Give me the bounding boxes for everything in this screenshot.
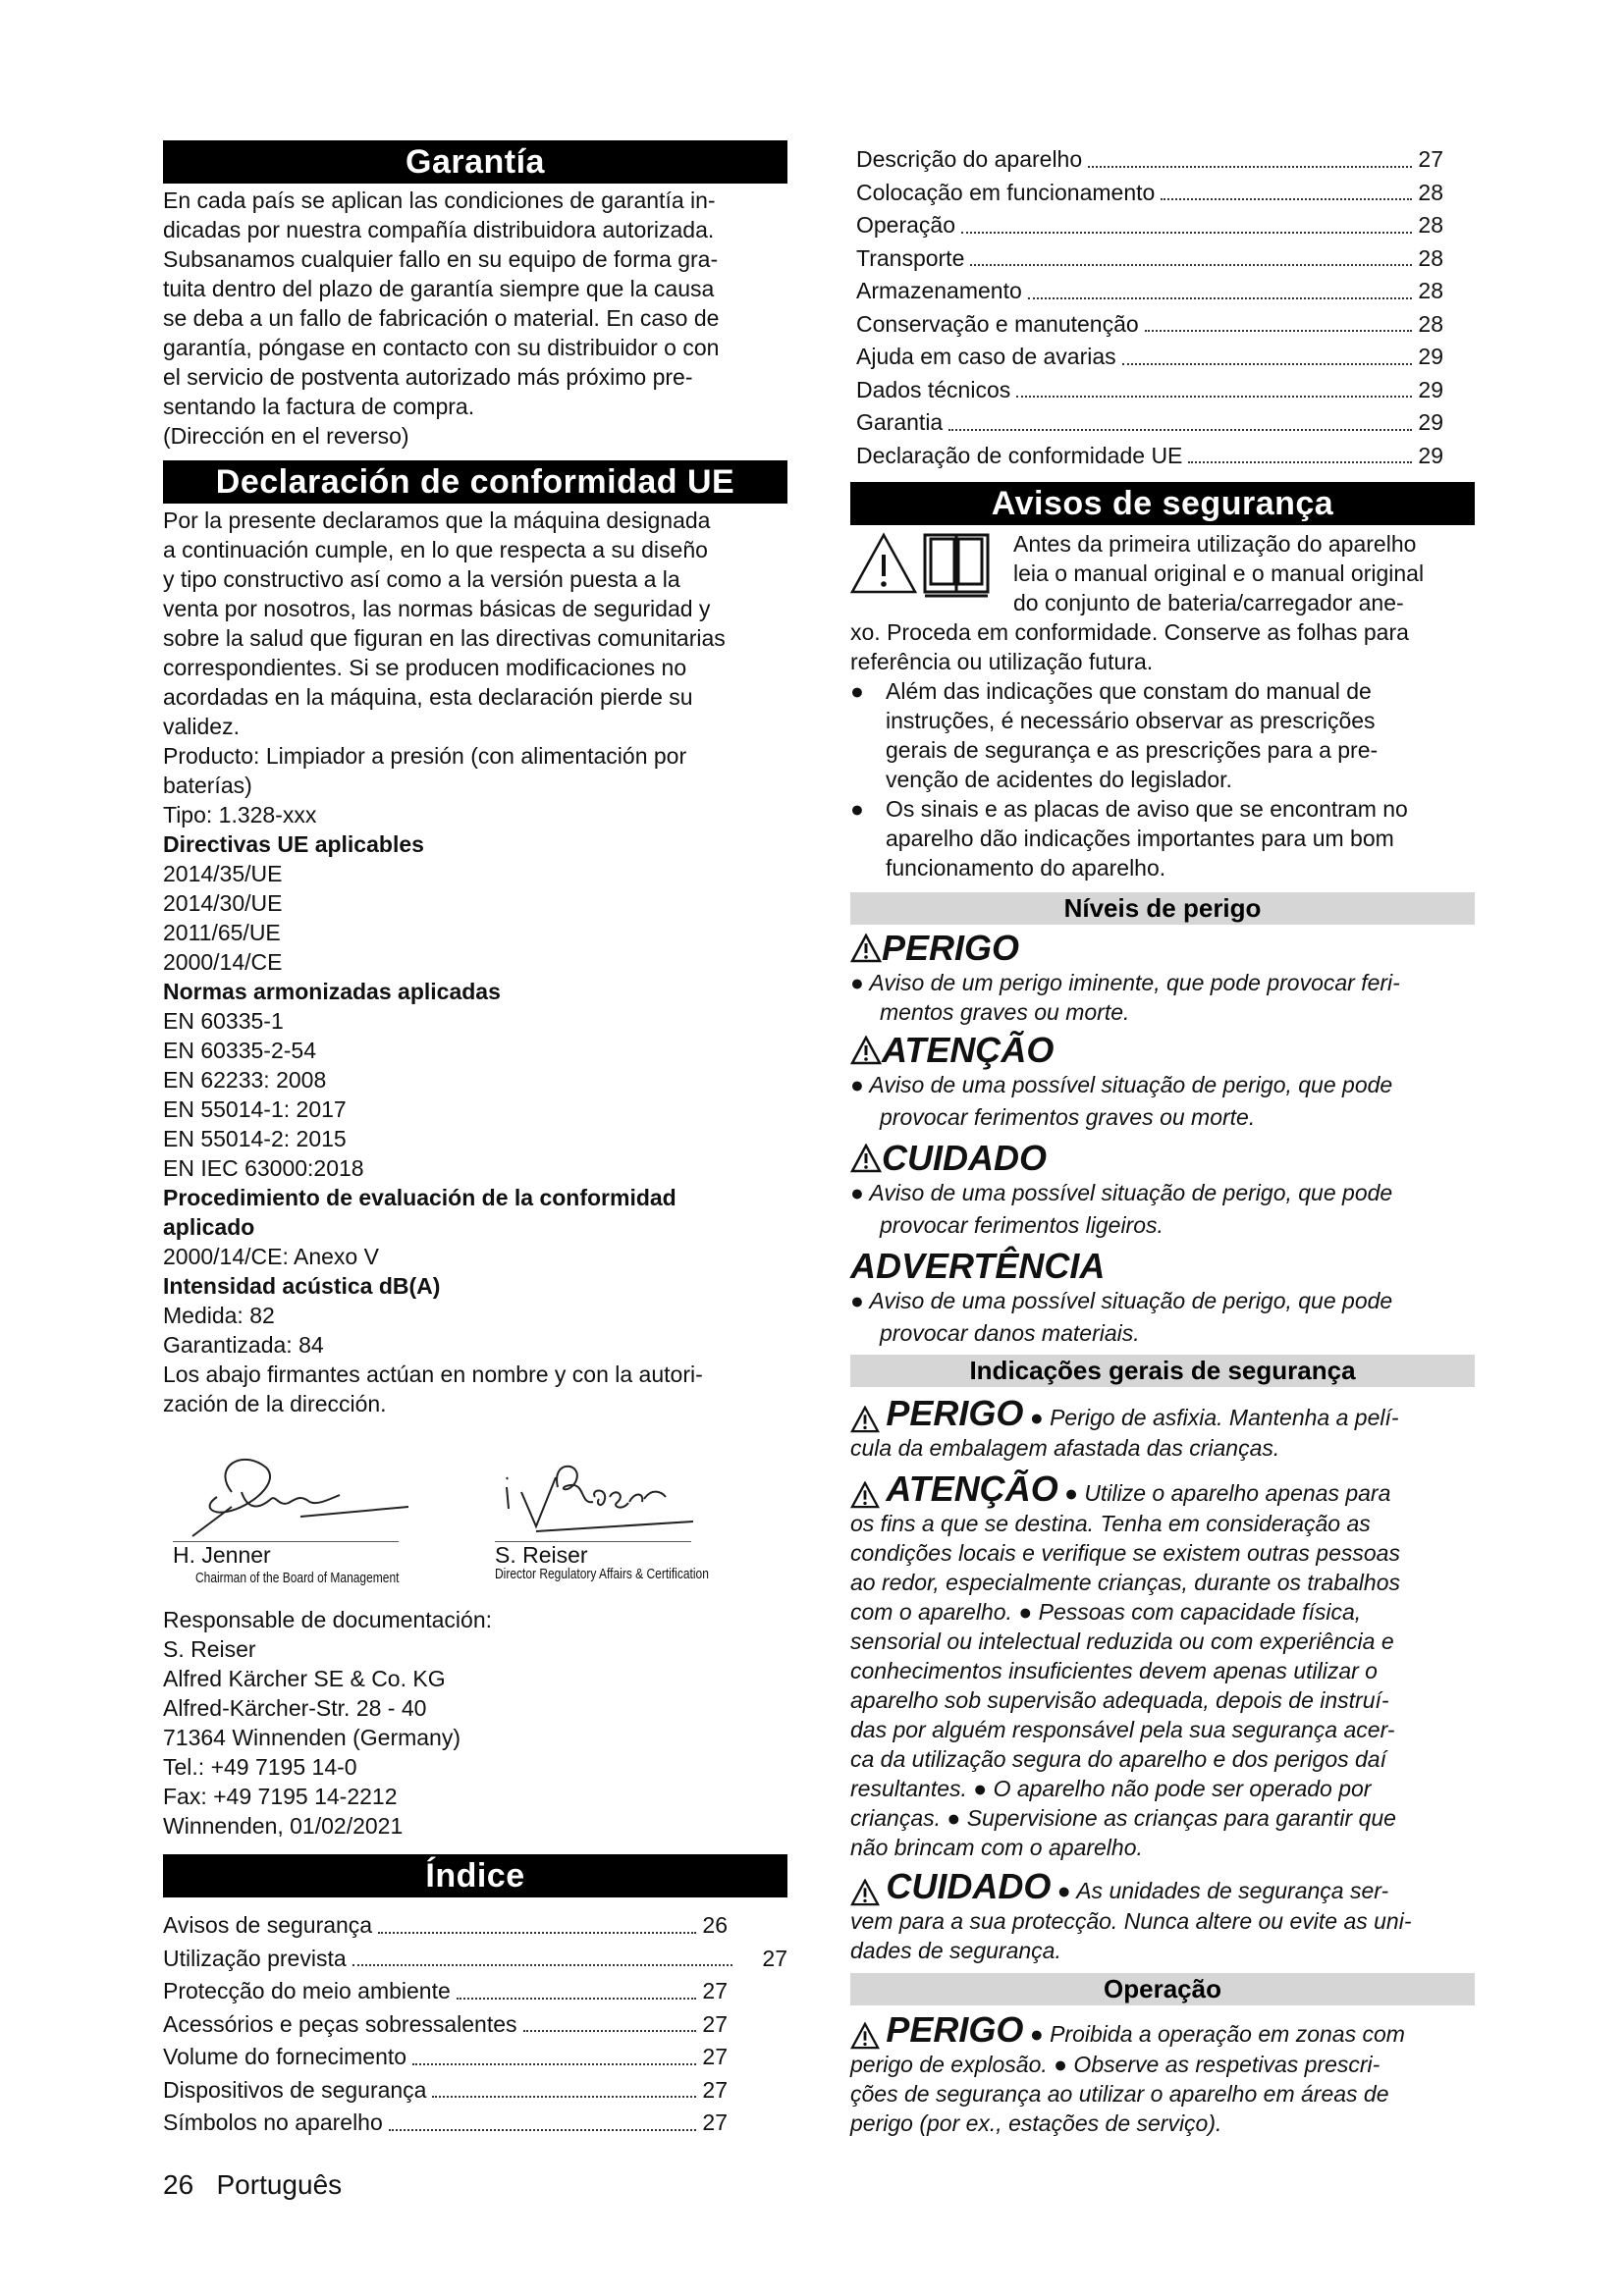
toc-label: Dispositivos de segurança xyxy=(163,2076,427,2103)
warning-triangle-book-icon xyxy=(850,531,1000,602)
signatory-role: Director Regulatory Affairs & Certification xyxy=(495,1566,709,1582)
danger-levels xyxy=(850,929,1475,1351)
toc-page: 27 xyxy=(702,2076,728,2103)
text-line: xo. Proceda em conformidade. Conserve as folhas para xyxy=(850,619,1409,645)
toc-entry[interactable] xyxy=(163,2074,728,2108)
signal-word: ATENÇÃO xyxy=(886,1468,1058,1509)
text-line: venção de acidentes do legislador. xyxy=(886,767,1232,792)
level-desc: ● Aviso de uma possível situação de perigo, que pode xyxy=(850,1072,1393,1097)
garantia-text xyxy=(163,186,787,451)
text-line: perigo de explosão. ● Observe as respetivas prescri- xyxy=(850,2051,1380,2077)
toc-page: 27 xyxy=(702,2109,728,2135)
text-line: garantía, póngase en contacto con su distribuidor o con xyxy=(163,335,720,360)
toc-entry[interactable] xyxy=(856,341,1443,374)
level-desc: provocar danos materiais. xyxy=(880,1320,1140,1346)
toc-list-continued xyxy=(856,143,1443,472)
toc-label: Colocação em funcionamento xyxy=(856,179,1156,205)
gerais-perigo xyxy=(850,1393,1475,1463)
toc-page: 27 xyxy=(762,1945,787,1971)
toc-label: Utilização prevista xyxy=(163,1945,347,1971)
text-line: resultantes. ● O aparelho não pode ser operado por xyxy=(850,1775,1372,1801)
toc-entry[interactable] xyxy=(163,1975,728,2008)
text-line: Winnenden, 01/02/2021 xyxy=(163,1813,404,1839)
text-line: ● Proibida a operação em zonas com xyxy=(1029,2020,1405,2047)
toc-label: Volume do fornecimento xyxy=(163,2044,407,2069)
directiva-item: 2000/14/CE xyxy=(163,949,283,975)
warning-icon xyxy=(850,1406,880,1433)
toc-page: 29 xyxy=(1418,442,1443,468)
signature-block xyxy=(163,1418,787,1585)
text-line: 71364 Winnenden (Germany) xyxy=(163,1725,460,1750)
toc-page: 28 xyxy=(1418,179,1443,205)
text-line: a continuación cumple, en lo que respecta a su diseño xyxy=(163,537,708,562)
text-line: perigo (por ex., estações de serviço). xyxy=(850,2109,1222,2136)
gerais-heading: Indicações gerais de segurança xyxy=(850,1355,1475,1387)
text-line: referência ou utilização futura. xyxy=(850,649,1154,674)
toc-entry[interactable] xyxy=(163,1943,787,1976)
norma-item: EN IEC 63000:2018 xyxy=(163,1155,364,1181)
toc-label: Armazenamento xyxy=(856,278,1022,303)
text-line: sobre la salud que figuran en las directivas comunitarias xyxy=(163,625,726,651)
toc-entry[interactable] xyxy=(163,2041,728,2074)
text-line: conhecimentos insuficientes devem apenas utilizar o xyxy=(850,1657,1378,1683)
text-line: dades de segurança. xyxy=(850,1937,1061,1963)
warning-icon xyxy=(850,1144,882,1173)
text-line: Antes da primeira utilização do aparelho xyxy=(1013,531,1417,557)
page-number: 26 xyxy=(163,2169,194,2200)
niveis-heading: Níveis de perigo xyxy=(850,892,1475,925)
text-line: leia o manual original e o manual original xyxy=(1013,561,1425,586)
text-line: ● Utilize o aparelho apenas para xyxy=(1064,1479,1391,1506)
toc-page: 26 xyxy=(702,1912,728,1938)
text-line: ● As unidades de segurança ser- xyxy=(1056,1877,1389,1903)
text-line: Além das indicações que constam do manual de xyxy=(886,678,1372,704)
toc-entry[interactable] xyxy=(856,209,1443,242)
text-line: funcionamento do aparelho. xyxy=(886,855,1166,881)
level-label: PERIGO xyxy=(882,928,1020,968)
text-line: ● Perigo de asfixia. Mantenha a pelí- xyxy=(1029,1405,1399,1430)
bullet-item xyxy=(850,794,1475,882)
producto: baterías) xyxy=(163,773,252,798)
producto: Producto: Limpiador a presión (con alimentación por xyxy=(163,743,687,769)
level-desc: ● Aviso de uma possível situação de perigo, que pode xyxy=(850,1288,1393,1313)
norma-item: EN 55014-1: 2017 xyxy=(163,1096,347,1122)
text-line: Alfred-Kärcher-Str. 28 - 40 xyxy=(163,1695,427,1721)
toc-label: Operação xyxy=(856,212,956,238)
text-line: dicadas por nuestra compañía distribuidora autorizada. xyxy=(163,217,715,242)
toc-label: Conservação e manutenção xyxy=(856,310,1139,337)
toc-page: 29 xyxy=(1418,409,1443,435)
text-line: tuita dentro del plazo de garantía siempre que la causa xyxy=(163,276,715,301)
toc-entry[interactable] xyxy=(163,2008,728,2042)
text-line: os fins a que se destina. Tenha em consideração as xyxy=(850,1510,1371,1536)
toc-page: 28 xyxy=(1418,244,1443,271)
signatory-role: Chairman of the Board of Management xyxy=(195,1570,400,1586)
toc-entry[interactable] xyxy=(856,143,1443,177)
toc-entry[interactable] xyxy=(163,2107,728,2140)
toc-entry[interactable] xyxy=(856,275,1443,308)
warning-icon xyxy=(850,1879,880,1906)
text-line: crianças. ● Supervisione as crianças para garantir que xyxy=(850,1804,1396,1831)
procedimiento-heading: Procedimiento de evaluación de la conformidad xyxy=(163,1185,677,1210)
firmantes-note: zación de la dirección. xyxy=(163,1391,387,1416)
norma-item: EN 55014-2: 2015 xyxy=(163,1126,347,1151)
level-desc: provocar ferimentos ligeiros. xyxy=(880,1212,1164,1238)
text-line: aparelho sob supervisão adequada, depois de instruí- xyxy=(850,1686,1389,1713)
bullet-item xyxy=(850,676,1475,794)
operacao-perigo xyxy=(850,2008,1475,2138)
bullet-icon: ● xyxy=(850,678,864,704)
warning-icon xyxy=(850,934,882,963)
norma-item: EN 60335-1 xyxy=(163,1008,284,1034)
page-footer xyxy=(163,2169,342,2201)
text-line: do conjunto de bateria/carregador ane- xyxy=(1013,590,1404,615)
text-line: Alfred Kärcher SE & Co. KG xyxy=(163,1666,446,1691)
toc-entry[interactable] xyxy=(856,440,1443,473)
toc-label: Protecção do meio ambiente xyxy=(163,1978,451,2003)
toc-list xyxy=(163,1909,787,2140)
toc-label: Descrição do aparelho xyxy=(856,146,1083,172)
text-line: vem para a sua protecção. Nunca altere ou evite as uni- xyxy=(850,1907,1412,1934)
text-line: não brincam com o aparelho. xyxy=(850,1834,1143,1860)
text-line: se deba a un fallo de fabricación o material. En caso de xyxy=(163,305,720,331)
operacao-heading: Operação xyxy=(850,1973,1475,2005)
level-desc: ● Aviso de um perigo iminente, que pode provocar feri- xyxy=(850,970,1400,995)
conformidad-heading: Declaración de conformidad UE xyxy=(163,460,787,504)
procedimiento: 2000/14/CE: Anexo V xyxy=(163,1244,379,1269)
level-desc: provocar ferimentos graves ou morte. xyxy=(880,1104,1256,1130)
text-line: com o aparelho. ● Pessoas com capacidade física, xyxy=(850,1598,1362,1625)
level-desc: ● Aviso de uma possível situação de perigo, que pode xyxy=(850,1180,1393,1205)
toc-label: Dados técnicos xyxy=(856,376,1011,402)
directivas-heading: Directivas UE aplicables xyxy=(163,831,424,857)
toc-label: Garantia xyxy=(856,409,944,435)
text-line: Subsanamos cualquier fallo en su equipo de forma gra- xyxy=(163,246,719,272)
level-advertencia xyxy=(850,1247,1475,1286)
text-line: aparelho dão indicações importantes para um bom xyxy=(886,826,1394,851)
toc-entry[interactable] xyxy=(163,1909,728,1943)
garantia-heading: Garantía xyxy=(163,140,787,184)
toc-label: Acessórios e peças sobressalentes xyxy=(163,2010,517,2037)
toc-page: 27 xyxy=(702,2044,728,2069)
level-label: ATENÇÃO xyxy=(882,1030,1055,1070)
directiva-item: 2014/35/UE xyxy=(163,861,283,886)
indice-heading: Índice xyxy=(163,1854,787,1897)
text-line: sentando la factura de compra. xyxy=(163,394,475,419)
toc-label: Ajuda em caso de avarias xyxy=(856,344,1116,369)
text-line: y tipo constructivo así como a la versión puesta a la xyxy=(163,566,680,592)
text-line: instruções, é necessário observar as prescrições xyxy=(886,708,1376,733)
signature-jenner xyxy=(173,1438,467,1556)
procedimiento-heading: aplicado xyxy=(163,1214,255,1240)
toc-page: 27 xyxy=(1418,146,1443,172)
level-label: ADVERTÊNCIA xyxy=(850,1246,1106,1286)
gerais-atencao xyxy=(850,1468,1475,1862)
text-line: Por la presente declaramos que la máquina designada xyxy=(163,507,711,533)
text-line: correspondientes. Si se producen modificaciones no xyxy=(163,655,687,680)
toc-label: Avisos de segurança xyxy=(163,1912,373,1938)
normas-heading: Normas armonizadas aplicadas xyxy=(163,979,501,1004)
signal-word: PERIGO xyxy=(886,2008,1024,2050)
toc-entry[interactable] xyxy=(856,374,1443,407)
toc-page: 28 xyxy=(1418,212,1443,238)
text-line: Tel.: +49 7195 14-0 xyxy=(163,1754,357,1780)
medida: Medida: 82 xyxy=(163,1303,275,1328)
text-line: ções de segurança ao utilizar o aparelho em áreas de xyxy=(850,2080,1389,2107)
level-desc: mentos graves ou morte. xyxy=(880,999,1130,1025)
directiva-item: 2014/30/UE xyxy=(163,890,283,916)
text-line: Os sinais e as placas de aviso que se encontram no xyxy=(886,796,1408,822)
text-line: gerais de segurança e as prescrições para a pre- xyxy=(886,737,1379,763)
level-label: CUIDADO xyxy=(882,1138,1047,1178)
toc-label: Declaração de conformidade UE xyxy=(856,442,1183,468)
toc-page: 29 xyxy=(1418,376,1443,402)
toc-entry[interactable] xyxy=(856,406,1443,440)
text-line: S. Reiser xyxy=(163,1636,256,1662)
level-atencao xyxy=(850,1031,1475,1070)
signal-word: CUIDADO xyxy=(886,1865,1052,1906)
text-line: validez. xyxy=(163,714,240,739)
toc-label: Símbolos no aparelho xyxy=(163,2109,383,2135)
directiva-item: 2011/65/UE xyxy=(163,920,281,945)
text-line: cula da embalagem afastada das crianças. xyxy=(850,1434,1280,1461)
toc-page: 29 xyxy=(1418,344,1443,369)
signatory-name: S. Reiser xyxy=(495,1542,588,1568)
warning-icon xyxy=(850,1481,880,1509)
warning-icon xyxy=(850,1036,882,1065)
garantizada: Garantizada: 84 xyxy=(163,1332,324,1358)
toc-entry[interactable] xyxy=(856,308,1443,342)
signature-reiser xyxy=(497,1448,713,1556)
text-line: acordadas en la máquina, esta declaración pierde su xyxy=(163,684,693,710)
text-line: Fax: +49 7195 14-2212 xyxy=(163,1784,398,1809)
toc-entry[interactable] xyxy=(856,177,1443,210)
norma-item: EN 60335-2-54 xyxy=(163,1038,316,1063)
toc-page: 28 xyxy=(1418,278,1443,303)
level-perigo xyxy=(850,929,1475,968)
intensidad-heading: Intensidad acústica dB(A) xyxy=(163,1273,441,1299)
level-cuidado xyxy=(850,1139,1475,1178)
text-line: En cada país se aplican las condiciones de garantía in- xyxy=(163,187,716,213)
norma-item: EN 62233: 2008 xyxy=(163,1067,327,1093)
avisos-intro xyxy=(850,529,1475,676)
text-line: venta por nosotros, las normas básicas de seguridad y xyxy=(163,596,711,621)
text-line: condições locais e verifique se existem outras pessoas xyxy=(850,1539,1400,1566)
text-line: el servicio de postventa autorizado más próximo pre- xyxy=(163,364,693,390)
toc-page: 27 xyxy=(702,1978,728,2003)
address-note: (Dirección en el reverso) xyxy=(163,423,409,449)
right-column xyxy=(850,143,1475,2138)
text-line: sensorial ou intelectual reduzida ou com experiência e xyxy=(850,1628,1394,1654)
avisos-heading: Avisos de segurança xyxy=(850,482,1475,525)
bullet-icon: ● xyxy=(850,796,864,822)
signal-word: PERIGO xyxy=(886,1393,1024,1433)
toc-entry[interactable] xyxy=(856,242,1443,276)
conformidad-text xyxy=(163,506,787,1418)
warning-manual-icon-group xyxy=(850,531,1000,607)
firmantes-note: Los abajo firmantes actúan en nombre y con la autori- xyxy=(163,1362,703,1387)
text-line: das por alguém responsável pela sua segurança acer- xyxy=(850,1716,1395,1742)
responsable-block xyxy=(163,1605,787,1841)
tipo: Tipo: 1.328-xxx xyxy=(163,802,317,828)
signatory-name: H. Jenner xyxy=(173,1542,271,1568)
text-line: ao redor, especialmente crianças, durante os trabalhos xyxy=(850,1569,1400,1595)
text-line: Responsable de documentación: xyxy=(163,1607,493,1632)
toc-page: 27 xyxy=(702,2010,728,2037)
left-column xyxy=(163,140,787,2140)
toc-page: 28 xyxy=(1418,310,1443,337)
footer-language: Português xyxy=(216,2169,343,2200)
toc-label: Transporte xyxy=(856,244,965,271)
gerais-cuidado xyxy=(850,1865,1475,1965)
warning-icon xyxy=(850,2022,880,2050)
text-line: ca da utilização segura do aparelho e dos perigos daí xyxy=(850,1745,1386,1772)
avisos-bullets xyxy=(850,676,1475,882)
